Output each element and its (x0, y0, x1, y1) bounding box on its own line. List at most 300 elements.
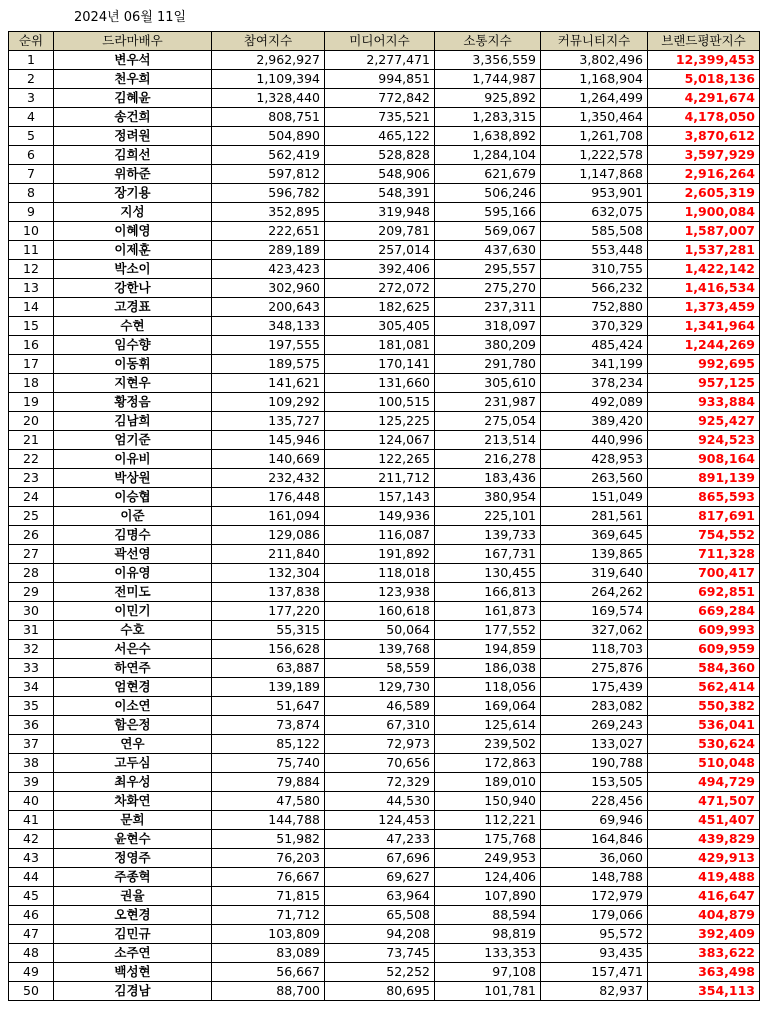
actor-name-cell: 김혜윤 (54, 89, 212, 108)
actor-name-cell: 전미도 (54, 583, 212, 602)
actor-name-cell: 고두심 (54, 754, 212, 773)
media-index-cell: 116,087 (325, 526, 435, 545)
communication-index-cell: 295,557 (435, 260, 541, 279)
rank-cell: 7 (9, 165, 54, 184)
header-communication: 소통지수 (435, 32, 541, 51)
table-row (9, 165, 760, 184)
rank-cell: 8 (9, 184, 54, 203)
community-index-cell: 327,062 (541, 621, 648, 640)
communication-index-cell: 1,638,892 (435, 127, 541, 146)
brand-reputation-score-cell: 3,597,929 (648, 146, 760, 165)
media-index-cell: 392,406 (325, 260, 435, 279)
actor-name-cell: 장기용 (54, 184, 212, 203)
header-rank: 순위 (9, 32, 54, 51)
header-brand-score: 브랜드평판지수 (648, 32, 760, 51)
participation-index-cell: 289,189 (212, 241, 325, 260)
actor-name-cell: 이동휘 (54, 355, 212, 374)
brand-reputation-score-cell: 1,341,964 (648, 317, 760, 336)
community-index-cell: 139,865 (541, 545, 648, 564)
actor-name-cell: 이소연 (54, 697, 212, 716)
media-index-cell: 63,964 (325, 887, 435, 906)
brand-reputation-score-cell: 908,164 (648, 450, 760, 469)
table-row (9, 355, 760, 374)
actor-name-cell: 함은정 (54, 716, 212, 735)
participation-index-cell: 71,712 (212, 906, 325, 925)
rank-cell: 29 (9, 583, 54, 602)
rank-cell: 37 (9, 735, 54, 754)
participation-index-cell: 137,838 (212, 583, 325, 602)
community-index-cell: 585,508 (541, 222, 648, 241)
rank-cell: 13 (9, 279, 54, 298)
participation-index-cell: 504,890 (212, 127, 325, 146)
rank-cell: 22 (9, 450, 54, 469)
participation-index-cell: 176,448 (212, 488, 325, 507)
participation-index-cell: 189,575 (212, 355, 325, 374)
table-row (9, 51, 760, 70)
community-index-cell: 1,168,904 (541, 70, 648, 89)
media-index-cell: 191,892 (325, 545, 435, 564)
table-row (9, 716, 760, 735)
communication-index-cell: 621,679 (435, 165, 541, 184)
participation-index-cell: 55,315 (212, 621, 325, 640)
actor-name-cell: 윤현수 (54, 830, 212, 849)
table-row (9, 697, 760, 716)
community-index-cell: 1,261,708 (541, 127, 648, 146)
actor-name-cell: 강한나 (54, 279, 212, 298)
actor-name-cell: 지현우 (54, 374, 212, 393)
media-index-cell: 124,067 (325, 431, 435, 450)
communication-index-cell: 225,101 (435, 507, 541, 526)
participation-index-cell: 222,651 (212, 222, 325, 241)
communication-index-cell: 98,819 (435, 925, 541, 944)
table-row (9, 70, 760, 89)
table-row (9, 735, 760, 754)
actor-name-cell: 김남희 (54, 412, 212, 431)
table-row (9, 925, 760, 944)
rank-cell: 41 (9, 811, 54, 830)
table-row (9, 621, 760, 640)
table-row (9, 868, 760, 887)
media-index-cell: 70,656 (325, 754, 435, 773)
participation-index-cell: 51,982 (212, 830, 325, 849)
communication-index-cell: 88,594 (435, 906, 541, 925)
table-row (9, 412, 760, 431)
community-index-cell: 153,505 (541, 773, 648, 792)
table-row (9, 450, 760, 469)
rank-cell: 10 (9, 222, 54, 241)
rank-cell: 35 (9, 697, 54, 716)
communication-index-cell: 249,953 (435, 849, 541, 868)
actor-name-cell: 수현 (54, 317, 212, 336)
participation-index-cell: 75,740 (212, 754, 325, 773)
communication-index-cell: 275,270 (435, 279, 541, 298)
community-index-cell: 275,876 (541, 659, 648, 678)
community-index-cell: 190,788 (541, 754, 648, 773)
brand-reputation-score-cell: 924,523 (648, 431, 760, 450)
communication-index-cell: 437,630 (435, 241, 541, 260)
actor-name-cell: 차화연 (54, 792, 212, 811)
brand-reputation-score-cell: 700,417 (648, 564, 760, 583)
communication-index-cell: 275,054 (435, 412, 541, 431)
brand-reputation-score-cell: 692,851 (648, 583, 760, 602)
communication-index-cell: 380,209 (435, 336, 541, 355)
communication-index-cell: 112,221 (435, 811, 541, 830)
actor-name-cell: 김명수 (54, 526, 212, 545)
table-row (9, 108, 760, 127)
rank-cell: 17 (9, 355, 54, 374)
table-row (9, 659, 760, 678)
brand-reputation-score-cell: 992,695 (648, 355, 760, 374)
header-row (9, 32, 760, 51)
communication-index-cell: 130,455 (435, 564, 541, 583)
actor-name-cell: 곽선영 (54, 545, 212, 564)
participation-index-cell: 197,555 (212, 336, 325, 355)
media-index-cell: 772,842 (325, 89, 435, 108)
communication-index-cell: 166,813 (435, 583, 541, 602)
community-index-cell: 370,329 (541, 317, 648, 336)
actor-name-cell: 권율 (54, 887, 212, 906)
rank-cell: 14 (9, 298, 54, 317)
brand-reputation-score-cell: 957,125 (648, 374, 760, 393)
rank-cell: 48 (9, 944, 54, 963)
media-index-cell: 735,521 (325, 108, 435, 127)
brand-reputation-score-cell: 669,284 (648, 602, 760, 621)
actor-name-cell: 이민기 (54, 602, 212, 621)
participation-index-cell: 808,751 (212, 108, 325, 127)
table-row (9, 849, 760, 868)
media-index-cell: 72,329 (325, 773, 435, 792)
communication-index-cell: 175,768 (435, 830, 541, 849)
community-index-cell: 118,703 (541, 640, 648, 659)
actor-name-cell: 변우석 (54, 51, 212, 70)
communication-index-cell: 97,108 (435, 963, 541, 982)
community-index-cell: 93,435 (541, 944, 648, 963)
table-row (9, 89, 760, 108)
community-index-cell: 151,049 (541, 488, 648, 507)
table-row (9, 184, 760, 203)
community-index-cell: 157,471 (541, 963, 648, 982)
community-index-cell: 553,448 (541, 241, 648, 260)
rank-cell: 24 (9, 488, 54, 507)
communication-index-cell: 125,614 (435, 716, 541, 735)
community-index-cell: 632,075 (541, 203, 648, 222)
rank-cell: 25 (9, 507, 54, 526)
rank-cell: 36 (9, 716, 54, 735)
communication-index-cell: 1,744,987 (435, 70, 541, 89)
community-index-cell: 1,350,464 (541, 108, 648, 127)
table-row (9, 127, 760, 146)
communication-index-cell: 101,781 (435, 982, 541, 1001)
table-row (9, 811, 760, 830)
brand-reputation-score-cell: 429,913 (648, 849, 760, 868)
actor-name-cell: 지성 (54, 203, 212, 222)
table-body (9, 51, 760, 1001)
actor-name-cell: 위하준 (54, 165, 212, 184)
community-index-cell: 341,199 (541, 355, 648, 374)
brand-reputation-score-cell: 3,870,612 (648, 127, 760, 146)
brand-reputation-score-cell: 711,328 (648, 545, 760, 564)
communication-index-cell: 216,278 (435, 450, 541, 469)
rank-cell: 43 (9, 849, 54, 868)
brand-reputation-score-cell: 4,291,674 (648, 89, 760, 108)
communication-index-cell: 380,954 (435, 488, 541, 507)
brand-reputation-score-cell: 2,916,264 (648, 165, 760, 184)
participation-index-cell: 79,884 (212, 773, 325, 792)
media-index-cell: 125,225 (325, 412, 435, 431)
communication-index-cell: 595,166 (435, 203, 541, 222)
community-index-cell: 1,222,578 (541, 146, 648, 165)
brand-reputation-score-cell: 2,605,319 (648, 184, 760, 203)
communication-index-cell: 186,038 (435, 659, 541, 678)
community-index-cell: 263,560 (541, 469, 648, 488)
brand-reputation-table (8, 31, 760, 1001)
rank-cell: 16 (9, 336, 54, 355)
table-row (9, 279, 760, 298)
media-index-cell: 528,828 (325, 146, 435, 165)
media-index-cell: 47,233 (325, 830, 435, 849)
header-actor: 드라마배우 (54, 32, 212, 51)
communication-index-cell: 172,863 (435, 754, 541, 773)
participation-index-cell: 71,815 (212, 887, 325, 906)
community-index-cell: 1,264,499 (541, 89, 648, 108)
brand-reputation-score-cell: 392,409 (648, 925, 760, 944)
community-index-cell: 1,147,868 (541, 165, 648, 184)
media-index-cell: 2,277,471 (325, 51, 435, 70)
community-index-cell: 389,420 (541, 412, 648, 431)
brand-reputation-score-cell: 404,879 (648, 906, 760, 925)
date-label: 2024년 06월 11일 (74, 10, 187, 25)
table-row (9, 602, 760, 621)
media-index-cell: 50,064 (325, 621, 435, 640)
actor-name-cell: 백성현 (54, 963, 212, 982)
participation-index-cell: 103,809 (212, 925, 325, 944)
actor-name-cell: 소주연 (54, 944, 212, 963)
participation-index-cell: 596,782 (212, 184, 325, 203)
rank-cell: 19 (9, 393, 54, 412)
communication-index-cell: 183,436 (435, 469, 541, 488)
participation-index-cell: 156,628 (212, 640, 325, 659)
table-row (9, 906, 760, 925)
communication-index-cell: 569,067 (435, 222, 541, 241)
media-index-cell: 67,310 (325, 716, 435, 735)
community-index-cell: 172,979 (541, 887, 648, 906)
table-row (9, 773, 760, 792)
rank-cell: 30 (9, 602, 54, 621)
rank-cell: 2 (9, 70, 54, 89)
brand-reputation-score-cell: 925,427 (648, 412, 760, 431)
brand-reputation-score-cell: 416,647 (648, 887, 760, 906)
rank-cell: 45 (9, 887, 54, 906)
communication-index-cell: 177,552 (435, 621, 541, 640)
community-index-cell: 169,574 (541, 602, 648, 621)
rank-cell: 28 (9, 564, 54, 583)
communication-index-cell: 169,064 (435, 697, 541, 716)
communication-index-cell: 194,859 (435, 640, 541, 659)
media-index-cell: 129,730 (325, 678, 435, 697)
communication-index-cell: 925,892 (435, 89, 541, 108)
participation-index-cell: 132,304 (212, 564, 325, 583)
actor-name-cell: 이혜영 (54, 222, 212, 241)
actor-name-cell: 서은수 (54, 640, 212, 659)
community-index-cell: 485,424 (541, 336, 648, 355)
media-index-cell: 209,781 (325, 222, 435, 241)
media-index-cell: 94,208 (325, 925, 435, 944)
brand-reputation-score-cell: 584,360 (648, 659, 760, 678)
actor-name-cell: 이유비 (54, 450, 212, 469)
table-row (9, 336, 760, 355)
community-index-cell: 953,901 (541, 184, 648, 203)
media-index-cell: 69,627 (325, 868, 435, 887)
media-index-cell: 67,696 (325, 849, 435, 868)
rank-cell: 49 (9, 963, 54, 982)
rank-cell: 21 (9, 431, 54, 450)
communication-index-cell: 239,502 (435, 735, 541, 754)
communication-index-cell: 124,406 (435, 868, 541, 887)
table-row (9, 583, 760, 602)
media-index-cell: 131,660 (325, 374, 435, 393)
media-index-cell: 305,405 (325, 317, 435, 336)
media-index-cell: 80,695 (325, 982, 435, 1001)
table-row (9, 203, 760, 222)
table-row (9, 260, 760, 279)
table-row (9, 963, 760, 982)
community-index-cell: 440,996 (541, 431, 648, 450)
actor-name-cell: 문희 (54, 811, 212, 830)
rank-cell: 47 (9, 925, 54, 944)
participation-index-cell: 76,203 (212, 849, 325, 868)
table-row (9, 564, 760, 583)
participation-index-cell: 129,086 (212, 526, 325, 545)
rank-cell: 38 (9, 754, 54, 773)
table-row (9, 640, 760, 659)
brand-reputation-score-cell: 451,407 (648, 811, 760, 830)
rank-cell: 6 (9, 146, 54, 165)
participation-index-cell: 139,189 (212, 678, 325, 697)
communication-index-cell: 107,890 (435, 887, 541, 906)
rank-cell: 33 (9, 659, 54, 678)
participation-index-cell: 200,643 (212, 298, 325, 317)
community-index-cell: 133,027 (541, 735, 648, 754)
participation-index-cell: 562,419 (212, 146, 325, 165)
community-index-cell: 752,880 (541, 298, 648, 317)
brand-reputation-score-cell: 1,373,459 (648, 298, 760, 317)
communication-index-cell: 161,873 (435, 602, 541, 621)
brand-reputation-score-cell: 530,624 (648, 735, 760, 754)
actor-name-cell: 정영주 (54, 849, 212, 868)
media-index-cell: 52,252 (325, 963, 435, 982)
brand-reputation-score-cell: 865,593 (648, 488, 760, 507)
brand-reputation-score-cell: 4,178,050 (648, 108, 760, 127)
communication-index-cell: 139,733 (435, 526, 541, 545)
media-index-cell: 548,906 (325, 165, 435, 184)
media-index-cell: 548,391 (325, 184, 435, 203)
brand-reputation-score-cell: 494,729 (648, 773, 760, 792)
media-index-cell: 65,508 (325, 906, 435, 925)
table-row (9, 526, 760, 545)
media-index-cell: 257,014 (325, 241, 435, 260)
brand-reputation-score-cell: 439,829 (648, 830, 760, 849)
participation-index-cell: 140,669 (212, 450, 325, 469)
community-index-cell: 428,953 (541, 450, 648, 469)
participation-index-cell: 177,220 (212, 602, 325, 621)
communication-index-cell: 305,610 (435, 374, 541, 393)
brand-reputation-score-cell: 1,422,142 (648, 260, 760, 279)
community-index-cell: 269,243 (541, 716, 648, 735)
actor-name-cell: 김경남 (54, 982, 212, 1001)
table-row (9, 222, 760, 241)
community-index-cell: 69,946 (541, 811, 648, 830)
actor-name-cell: 황정음 (54, 393, 212, 412)
participation-index-cell: 145,946 (212, 431, 325, 450)
participation-index-cell: 2,962,927 (212, 51, 325, 70)
table-row (9, 488, 760, 507)
actor-name-cell: 하연주 (54, 659, 212, 678)
community-index-cell: 492,089 (541, 393, 648, 412)
rank-cell: 23 (9, 469, 54, 488)
participation-index-cell: 85,122 (212, 735, 325, 754)
actor-name-cell: 김민규 (54, 925, 212, 944)
actor-name-cell: 김희선 (54, 146, 212, 165)
rank-cell: 18 (9, 374, 54, 393)
media-index-cell: 181,081 (325, 336, 435, 355)
community-index-cell: 179,066 (541, 906, 648, 925)
header-media: 미디어지수 (325, 32, 435, 51)
media-index-cell: 182,625 (325, 298, 435, 317)
community-index-cell: 164,846 (541, 830, 648, 849)
participation-index-cell: 352,895 (212, 203, 325, 222)
actor-name-cell: 이제훈 (54, 241, 212, 260)
media-index-cell: 139,768 (325, 640, 435, 659)
rank-cell: 5 (9, 127, 54, 146)
brand-reputation-score-cell: 419,488 (648, 868, 760, 887)
participation-index-cell: 109,292 (212, 393, 325, 412)
rank-cell: 9 (9, 203, 54, 222)
media-index-cell: 465,122 (325, 127, 435, 146)
participation-index-cell: 423,423 (212, 260, 325, 279)
media-index-cell: 211,712 (325, 469, 435, 488)
rank-cell: 32 (9, 640, 54, 659)
rank-cell: 46 (9, 906, 54, 925)
participation-index-cell: 47,580 (212, 792, 325, 811)
brand-reputation-score-cell: 562,414 (648, 678, 760, 697)
participation-index-cell: 51,647 (212, 697, 325, 716)
participation-index-cell: 1,328,440 (212, 89, 325, 108)
communication-index-cell: 231,987 (435, 393, 541, 412)
actor-name-cell: 엄현경 (54, 678, 212, 697)
community-index-cell: 36,060 (541, 849, 648, 868)
participation-index-cell: 232,432 (212, 469, 325, 488)
brand-reputation-score-cell: 471,507 (648, 792, 760, 811)
actor-name-cell: 고경표 (54, 298, 212, 317)
actor-name-cell: 오현경 (54, 906, 212, 925)
table-row (9, 374, 760, 393)
rank-cell: 40 (9, 792, 54, 811)
brand-reputation-score-cell: 510,048 (648, 754, 760, 773)
community-index-cell: 378,234 (541, 374, 648, 393)
actor-name-cell: 엄기준 (54, 431, 212, 450)
media-index-cell: 994,851 (325, 70, 435, 89)
table-row (9, 317, 760, 336)
table-row (9, 241, 760, 260)
communication-index-cell: 133,353 (435, 944, 541, 963)
table-row (9, 944, 760, 963)
rank-cell: 27 (9, 545, 54, 564)
table-row (9, 887, 760, 906)
media-index-cell: 73,745 (325, 944, 435, 963)
community-index-cell: 319,640 (541, 564, 648, 583)
rank-cell: 31 (9, 621, 54, 640)
media-index-cell: 157,143 (325, 488, 435, 507)
